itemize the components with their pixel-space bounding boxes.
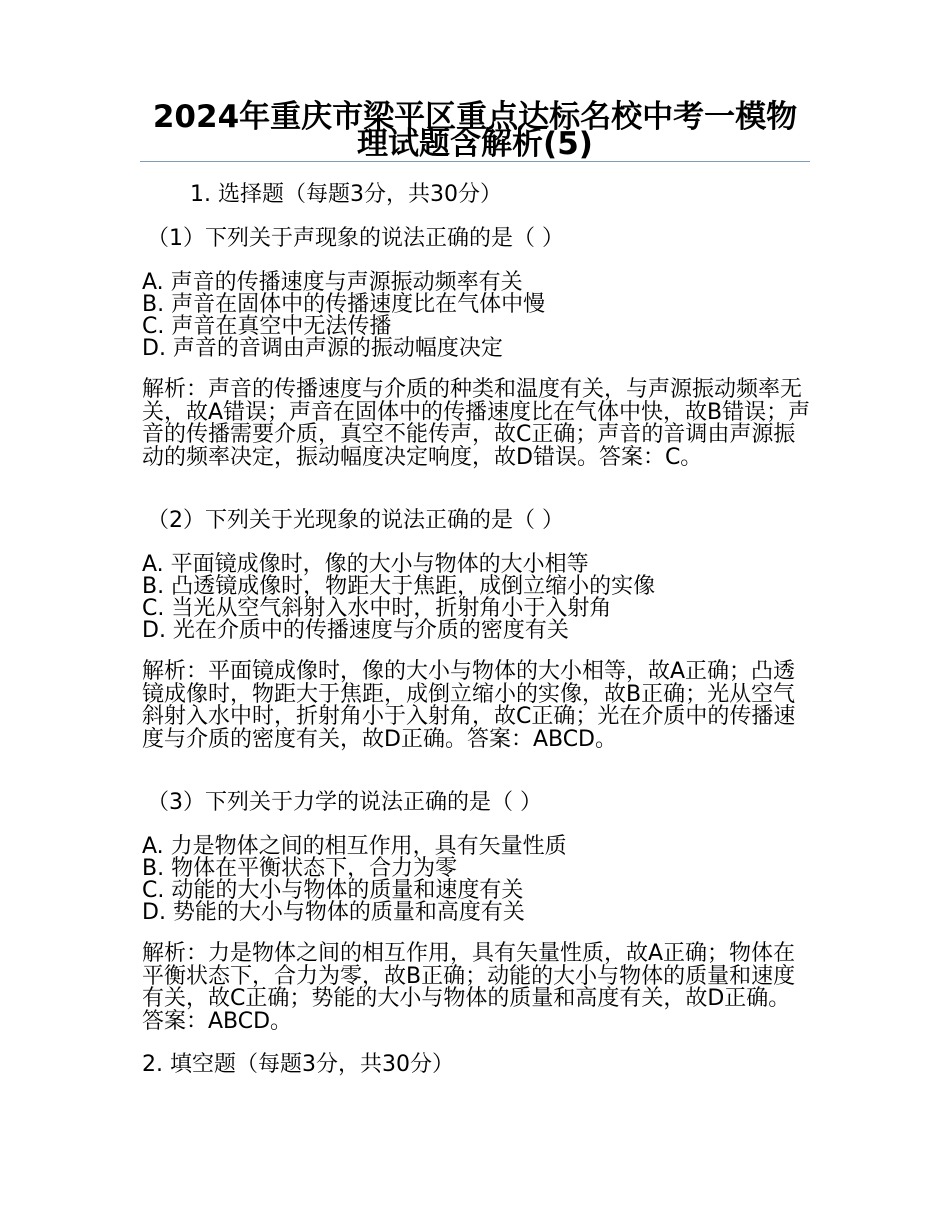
question-2-option-c: C. 当光从空气斜射入水中时，折射角小于入射角	[142, 596, 612, 621]
question-2-option-a: A. 平面镜成像时，像的大小与物体的大小相等	[142, 552, 589, 577]
document-title: 2024年重庆市梁平区重点达标名校中考一模物理试题含解析(5)	[152, 99, 798, 162]
title-divider	[140, 161, 810, 162]
question-3-stem: （3）下列关于力学的说法正确的是（ ）	[147, 790, 542, 815]
question-1-stem: （1）下列关于声现象的说法正确的是（ ）	[147, 226, 564, 251]
question-2-stem: （2）下列关于光现象的说法正确的是（ ）	[147, 508, 564, 533]
question-1-option-d: D. 声音的音调由声源的振动幅度决定	[142, 336, 503, 361]
question-3-option-c: C. 动能的大小与物体的质量和速度有关	[142, 878, 524, 903]
section-heading-choice: 1. 选择题（每题3分，共30分）	[190, 182, 502, 207]
question-2-option-d: D. 光在介质中的传播速度与介质的密度有关	[142, 618, 569, 643]
question-3-option-a: A. 力是物体之间的相互作用，具有矢量性质	[142, 834, 567, 859]
question-2-option-b: B. 凸透镜成像时，物距大于焦距，成倒立缩小的实像	[142, 574, 656, 599]
question-3-option-b: B. 物体在平衡状态下，合力为零	[142, 856, 458, 881]
question-3-analysis: 解析：力是物体之间的相互作用，具有矢量性质，故A正确；物体在平衡状态下，合力为零，故B正确；动能的大小与物体的质量和速度有关，故C正确；势能的大小与物体的质量和高度有关，故D正确。答案：ABCD。	[142, 941, 796, 1034]
question-1-option-a: A. 声音的传播速度与声源振动频率有关	[142, 270, 523, 295]
question-1-option-c: C. 声音在真空中无法传播	[142, 314, 392, 339]
question-2-analysis: 解析：平面镜成像时，像的大小与物体的大小相等，故A正确；凸透镜成像时，物距大于焦距，成倒立缩小的实像，故B正确；光从空气斜射入水中时，折射角小于入射角，故C正确；光在介质中的传播速度与介质的密度有关，故D正确。答案：ABCD。	[142, 659, 796, 752]
question-1-analysis: 解析：声音的传播速度与介质的种类和温度有关，与声源振动频率无关，故A错误；声音在固体中的传播速度比在气体中快，故B错误；声音的传播需要介质，真空不能传声，故C正确；声音的音调由声源振动的频率决定，振动幅度决定响度，故D错误。答案：C。	[142, 377, 811, 470]
question-3-option-d: D. 势能的大小与物体的质量和高度有关	[142, 900, 525, 925]
section-heading-fill-blank: 2. 填空题（每题3分，共30分）	[142, 1052, 454, 1077]
question-1-option-b: B. 声音在固体中的传播速度比在气体中慢	[142, 292, 546, 317]
